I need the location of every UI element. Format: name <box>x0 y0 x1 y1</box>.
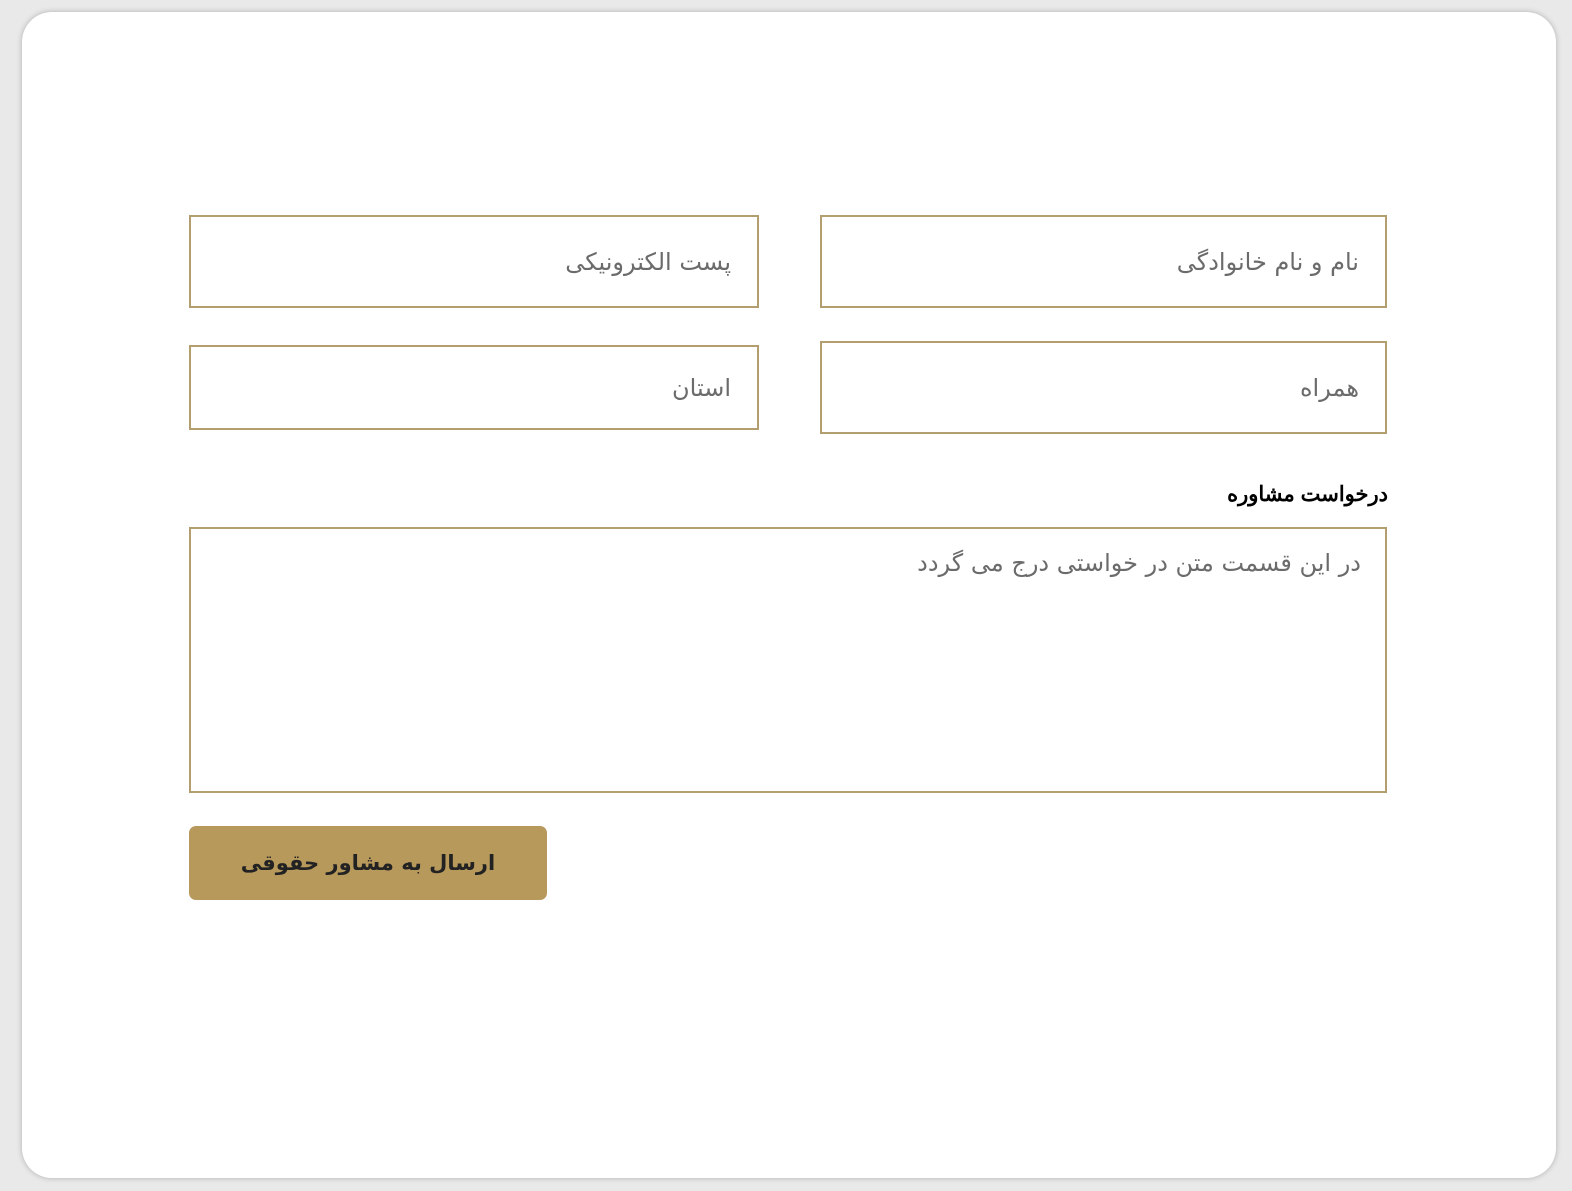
full-name-input[interactable] <box>820 215 1387 308</box>
request-textarea[interactable] <box>189 527 1387 793</box>
province-input[interactable] <box>189 345 759 430</box>
mobile-input[interactable] <box>820 341 1387 434</box>
submit-button[interactable]: ارسال به مشاور حقوقی <box>189 826 547 900</box>
request-label: درخواست مشاوره <box>1227 483 1388 506</box>
email-input[interactable] <box>189 215 759 308</box>
